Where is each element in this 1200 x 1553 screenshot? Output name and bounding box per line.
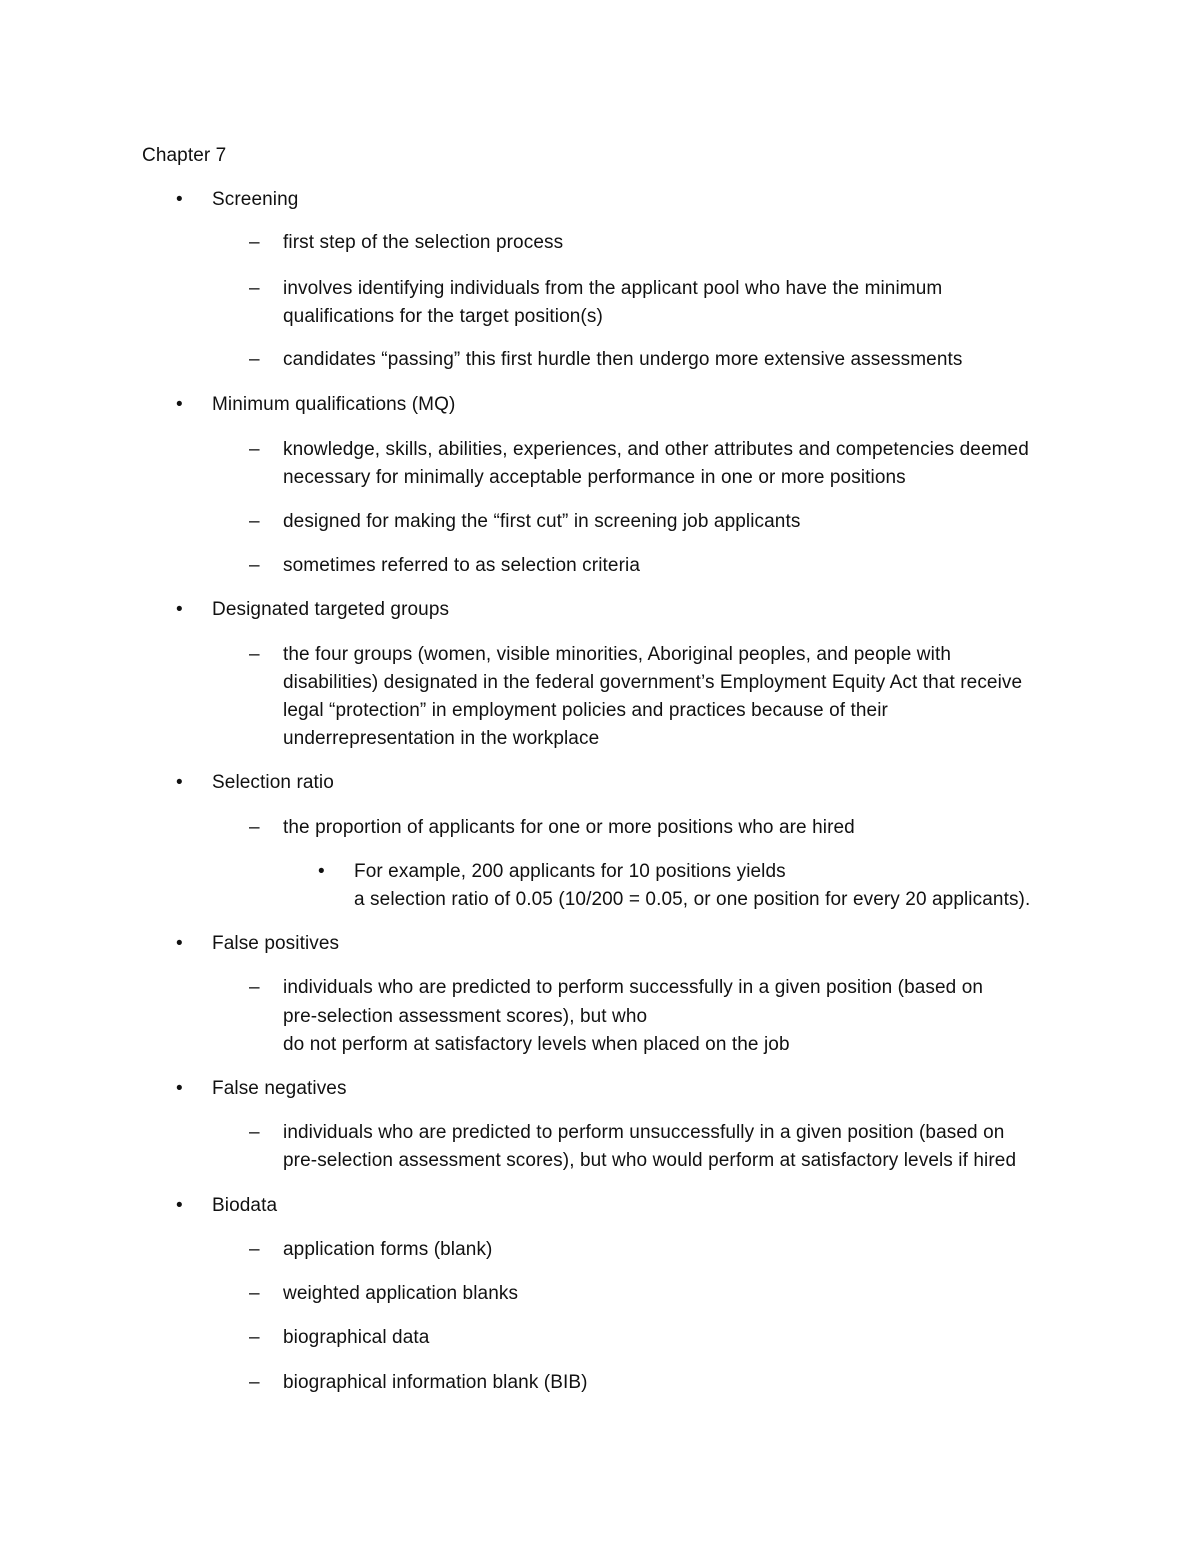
list-item: sometimes referred to as selection criteria [283, 555, 640, 576]
example-item: For example, 200 applicants for 10 positions yields [354, 861, 786, 882]
selection-ratio-heading: Selection ratio [212, 772, 334, 793]
false-positives-heading: False positives [212, 933, 340, 954]
biodata-heading: Biodata [212, 1195, 278, 1216]
bullet-marker: • [176, 772, 183, 793]
list-item: involves identifying individuals from the applicant pool who have the minimum [283, 278, 943, 299]
dash-marker: – [249, 1239, 260, 1260]
list-item-continuation: legal “protection” in employment policies and practices because of their [283, 700, 888, 721]
dash-marker: – [249, 977, 260, 998]
bullet-marker: • [176, 394, 183, 415]
list-item: knowledge, skills, abilities, experiences, and other attributes and competencies deemed [283, 439, 1029, 460]
dash-marker: – [249, 439, 260, 460]
list-item: individuals who are predicted to perform unsuccessfully in a given position (based on [283, 1122, 1005, 1143]
minimum-qualifications-heading: Minimum qualifications (MQ) [212, 394, 456, 415]
bullet-marker: • [176, 189, 183, 210]
dash-marker: – [249, 511, 260, 532]
list-item: candidates “passing” this first hurdle then undergo more extensive assessments [283, 349, 963, 370]
bullet-marker: • [318, 861, 325, 882]
dash-marker: – [249, 1122, 260, 1143]
dash-marker: – [249, 232, 260, 253]
list-item: biographical information blank (BIB) [283, 1372, 588, 1393]
dash-marker: – [249, 817, 260, 838]
bullet-marker: • [176, 933, 183, 954]
list-item-continuation: disabilities) designated in the federal government’s Employment Equity Act that receive [283, 672, 1023, 693]
dash-marker: – [249, 644, 260, 665]
designated-groups-heading: Designated targeted groups [212, 599, 450, 620]
screening-heading: Screening [212, 189, 299, 210]
false-negatives-heading: False negatives [212, 1078, 347, 1099]
chapter-title: Chapter 7 [142, 145, 227, 166]
list-item-continuation: underrepresentation in the workplace [283, 728, 600, 749]
list-item: first step of the selection process [283, 232, 564, 253]
dash-marker: – [249, 1327, 260, 1348]
list-item-continuation: necessary for minimally acceptable performance in one or more positions [283, 467, 906, 488]
list-item-continuation: pre-selection assessment scores), but who [283, 1006, 648, 1027]
list-item-continuation: do not perform at satisfactory levels when placed on the job [283, 1034, 790, 1055]
bullet-marker: • [176, 1078, 183, 1099]
list-item: the proportion of applicants for one or more positions who are hired [283, 817, 855, 838]
dash-marker: – [249, 555, 260, 576]
list-item: the four groups (women, visible minorities, Aboriginal peoples, and people with [283, 644, 951, 665]
example-item-continuation: a selection ratio of 0.05 (10/200 = 0.05, or one position for every 20 applicants). [354, 889, 1031, 910]
dash-marker: – [249, 1283, 260, 1304]
list-item: application forms (blank) [283, 1239, 493, 1260]
list-item: biographical data [283, 1327, 430, 1348]
dash-marker: – [249, 349, 260, 370]
list-item: weighted application blanks [283, 1283, 519, 1304]
dash-marker: – [249, 278, 260, 299]
list-item: individuals who are predicted to perform successfully in a given position (based on [283, 977, 984, 998]
bullet-marker: • [176, 599, 183, 620]
list-item: designed for making the “first cut” in screening job applicants [283, 511, 801, 532]
list-item-continuation: pre-selection assessment scores), but who would perform at satisfactory levels if hired [283, 1150, 1017, 1171]
dash-marker: – [249, 1372, 260, 1393]
bullet-marker: • [176, 1195, 183, 1216]
list-item-continuation: qualifications for the target position(s) [283, 306, 603, 327]
